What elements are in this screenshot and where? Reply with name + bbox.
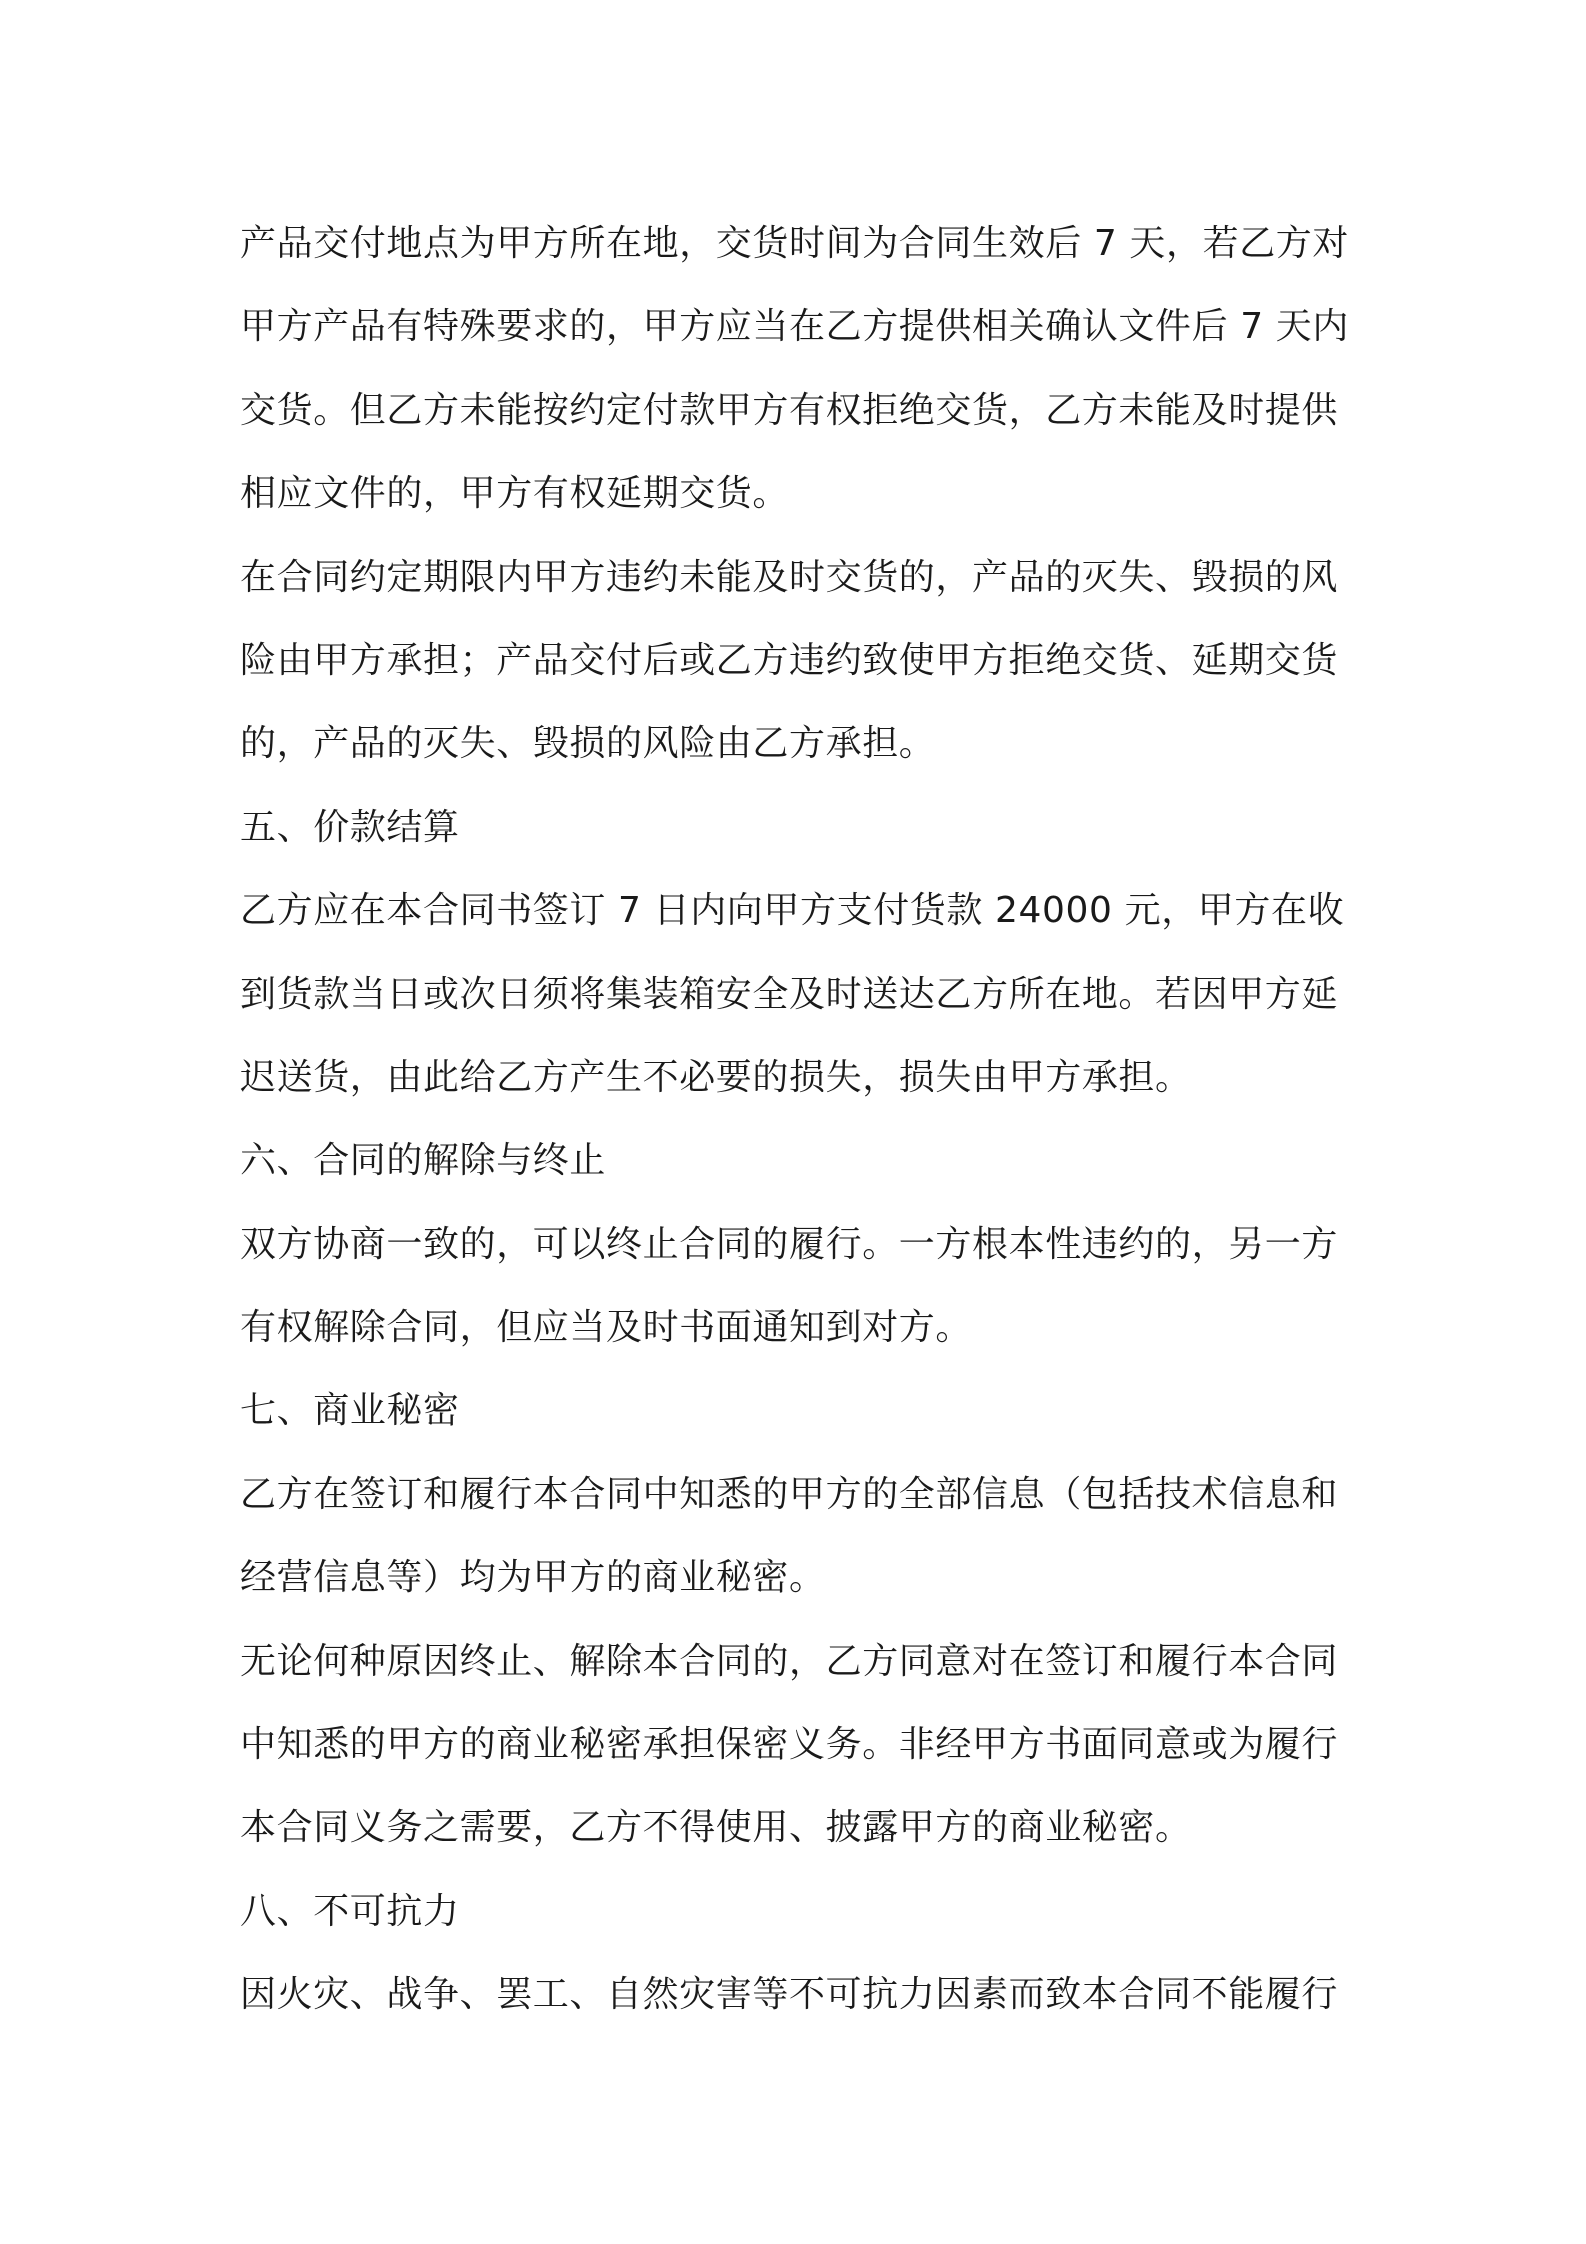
text-line: 双方协商一致的，可以终止合同的履行。一方根本性违约的，另一方 [240, 1223, 1339, 1265]
section-heading: 七、商业秘密 [240, 1390, 460, 1432]
text-line: 有权解除合同，但应当及时书面通知到对方。 [240, 1307, 973, 1349]
paragraph-delivery-terms [240, 202, 1360, 536]
text-line: 经营信息等）均为甲方的商业秘密。 [240, 1557, 826, 1599]
text-line: 交货。但乙方未能按约定付款甲方有权拒绝交货，乙方未能及时提供 [240, 389, 1339, 431]
section-heading: 八、不可抗力 [240, 1890, 460, 1932]
text-line: 产品交付地点为甲方所在地，交货时间为合同生效后 7 天，若乙方对 [240, 223, 1349, 264]
text-line: 无论何种原因终止、解除本合同的，乙方同意对在签订和履行本合同 [240, 1640, 1339, 1682]
document-body [240, 202, 1360, 2037]
text-line: 本合同义务之需要，乙方不得使用、披露甲方的商业秘密。 [240, 1807, 1192, 1849]
section-heading-trade-secrets [240, 1369, 1360, 1452]
paragraph-risk-allocation [240, 536, 1360, 786]
paragraph-termination [240, 1203, 1360, 1370]
paragraph-trade-secrets-scope [240, 1453, 1360, 1620]
text-line: 迟送货，由此给乙方产生不必要的损失，损失由甲方承担。 [240, 1056, 1192, 1098]
text-line: 的，产品的灭失、毁损的风险由乙方承担。 [240, 723, 936, 765]
section-heading-payment [240, 786, 1360, 869]
text-line: 到货款当日或次日须将集装箱安全及时送达乙方所在地。若因甲方延 [240, 973, 1339, 1015]
text-line: 在合同约定期限内甲方违约未能及时交货的，产品的灭失、毁损的风 [240, 556, 1339, 598]
text-line: 甲方产品有特殊要求的，甲方应当在乙方提供相关确认文件后 7 天内 [240, 306, 1349, 348]
paragraph-payment [240, 869, 1360, 1119]
section-heading-termination [240, 1119, 1360, 1202]
paragraph-force-majeure [240, 1953, 1360, 2036]
text-line: 相应文件的，甲方有权延期交货。 [240, 473, 790, 515]
text-line: 乙方应在本合同书签订 7 日内向甲方支付货款 24000 元，甲方在收 [240, 890, 1345, 932]
text-line: 因火灾、战争、罢工、自然灾害等不可抗力因素而致本合同不能履行 [240, 1974, 1339, 2016]
section-heading: 六、合同的解除与终止 [240, 1140, 607, 1182]
section-heading: 五、价款结算 [240, 806, 460, 848]
text-line: 险由甲方承担；产品交付后或乙方违约致使甲方拒绝交货、延期交货 [240, 639, 1339, 681]
paragraph-confidentiality-obligation [240, 1620, 1360, 1870]
text-line: 中知悉的甲方的商业秘密承担保密义务。非经甲方书面同意或为履行 [240, 1724, 1339, 1766]
text-line: 乙方在签订和履行本合同中知悉的甲方的全部信息（包括技术信息和 [240, 1473, 1339, 1515]
section-heading-force-majeure [240, 1870, 1360, 1953]
